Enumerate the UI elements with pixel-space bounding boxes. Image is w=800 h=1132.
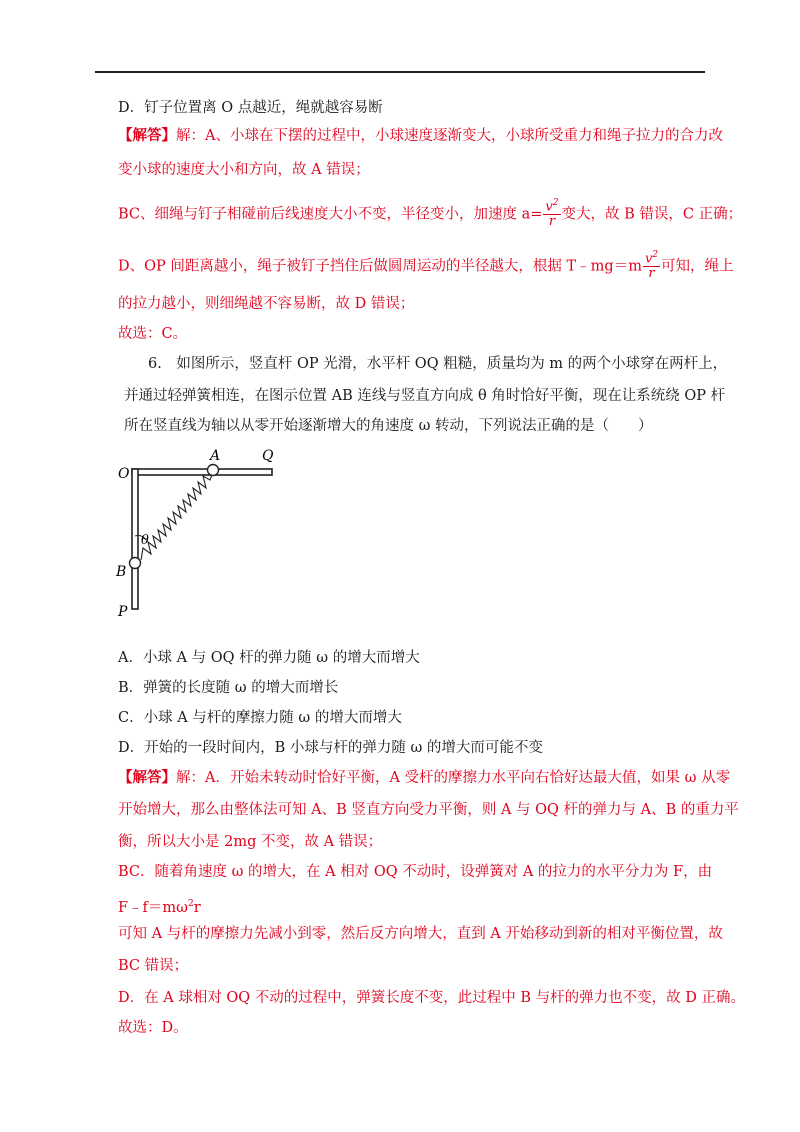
label-a: A bbox=[210, 448, 221, 464]
q5-force-fraction: $\frac{v^2}{r}$ bbox=[644, 250, 659, 282]
q5-choice: 故选：C。 bbox=[118, 326, 188, 342]
header-rule bbox=[95, 71, 705, 73]
ball-a bbox=[208, 465, 219, 476]
q6-stem-line2: 并通过轻弹簧相连，在图示位置 AB 连线与竖直方向成 θ 角时恰好平衡，现在让系统绕 OP 杆 bbox=[124, 388, 726, 404]
label-b: B bbox=[116, 564, 127, 580]
q5-bc-explanation: BC、细绳与钉子相碰前后线速度大小不变，半径变小，加速度 a= $\frac{v^2}{r}$ 变大，故 B 错误，C 正确； bbox=[118, 198, 743, 230]
q5-accel-fraction: $\frac{v^2}{r}$ bbox=[545, 198, 559, 230]
q6-d-line: D．在 A 球相对 OQ 不动的过程中，弹簧长度不变，此过程中 B 与杆的弹力也不变，故 D 正确。 bbox=[118, 990, 746, 1006]
q6-answer-line1: 【解答】解：A．开始未转动时恰好平衡，A 受杆的摩擦力水平向右恰好达最大值，如果 ω 从零 bbox=[118, 769, 731, 786]
q6-stem-line1: 6. 如图所示，竖直杆 OP 光滑，水平杆 OQ 粗糙，质量均为 m 的两个小球穿在两杆上， bbox=[148, 356, 728, 372]
label-p: P bbox=[118, 604, 128, 620]
q6-option-c: C．小球 A 与杆的摩擦力随 ω 的增大而增大 bbox=[118, 710, 402, 726]
spring bbox=[141, 472, 213, 560]
spring-rod-figure bbox=[110, 440, 290, 620]
q5-answer-tag: 【解答】 bbox=[118, 127, 176, 144]
q6-option-d: D．开始的一段时间内，B 小球与杆的弹力随 ω 的增大而可能不变 bbox=[118, 740, 543, 756]
q6-equation: $F﹣f=m\omega^2r$ bbox=[118, 899, 201, 916]
q5-d-explanation-line2: 的拉力越小，则细绳越不容易断，故 D 错误； bbox=[118, 296, 415, 312]
q6-choice: 故选：D。 bbox=[118, 1020, 188, 1036]
ball-b bbox=[130, 558, 141, 569]
q6-bc-line1: BC．随着角速度 ω 的增大，在 A 相对 OQ 不动时，设弹簧对 A 的拉力的水平分力为 F，由 bbox=[118, 864, 713, 880]
q6-answer-tag: 【解答】 bbox=[118, 769, 176, 786]
label-theta: θ bbox=[141, 533, 149, 548]
q5-d-explanation: D、OP 间距离越小，绳子被钉子挡住后做圆周运动的半径越大，根据 T﹣mg＝m $\frac{v^2}{r}$ 可知，绳上 bbox=[118, 250, 734, 282]
q6-answer-line3: 衡，所以大小是 2mg 不变，故 A 错误； bbox=[118, 834, 383, 850]
q5-answer-line1: 【解答】解：A、小球在下摆的过程中，小球速度逐渐变大，小球所受重力和绳子拉力的合力改 bbox=[118, 127, 723, 144]
q6-bc-line2: 可知 A 与杆的摩擦力先减小到零，然后反方向增大，直到 A 开始移动到新的相对平衡位置，故 bbox=[118, 926, 723, 942]
q6-bc-line3: BC 错误； bbox=[118, 958, 189, 974]
vertical-rod-op bbox=[132, 469, 138, 609]
q6-option-b: B．弹簧的长度随 ω 的增大而增长 bbox=[118, 680, 339, 696]
q5-answer-line2: 变小球的速度大小和方向，故 A 错误； bbox=[118, 162, 370, 178]
label-o: O bbox=[118, 466, 130, 482]
q6-answer-line2: 开始增大，那么由整体法可知 A、B 竖直方向受力平衡，则 A 与 OQ 杆的弹力与 A、B 的重力平 bbox=[118, 802, 739, 818]
horizontal-rod-oq bbox=[132, 469, 272, 475]
label-q: Q bbox=[262, 448, 274, 464]
q6-stem-line3: 所在竖直线为轴以从零开始逐渐增大的角速度 ω 转动，下列说法正确的是（ ） bbox=[124, 418, 653, 434]
q6-option-a: A．小球 A 与 OQ 杆的弹力随 ω 的增大而增大 bbox=[118, 650, 420, 666]
q5-option-d: D．钉子位置离 O 点越近，绳就越容易断 bbox=[118, 100, 383, 116]
